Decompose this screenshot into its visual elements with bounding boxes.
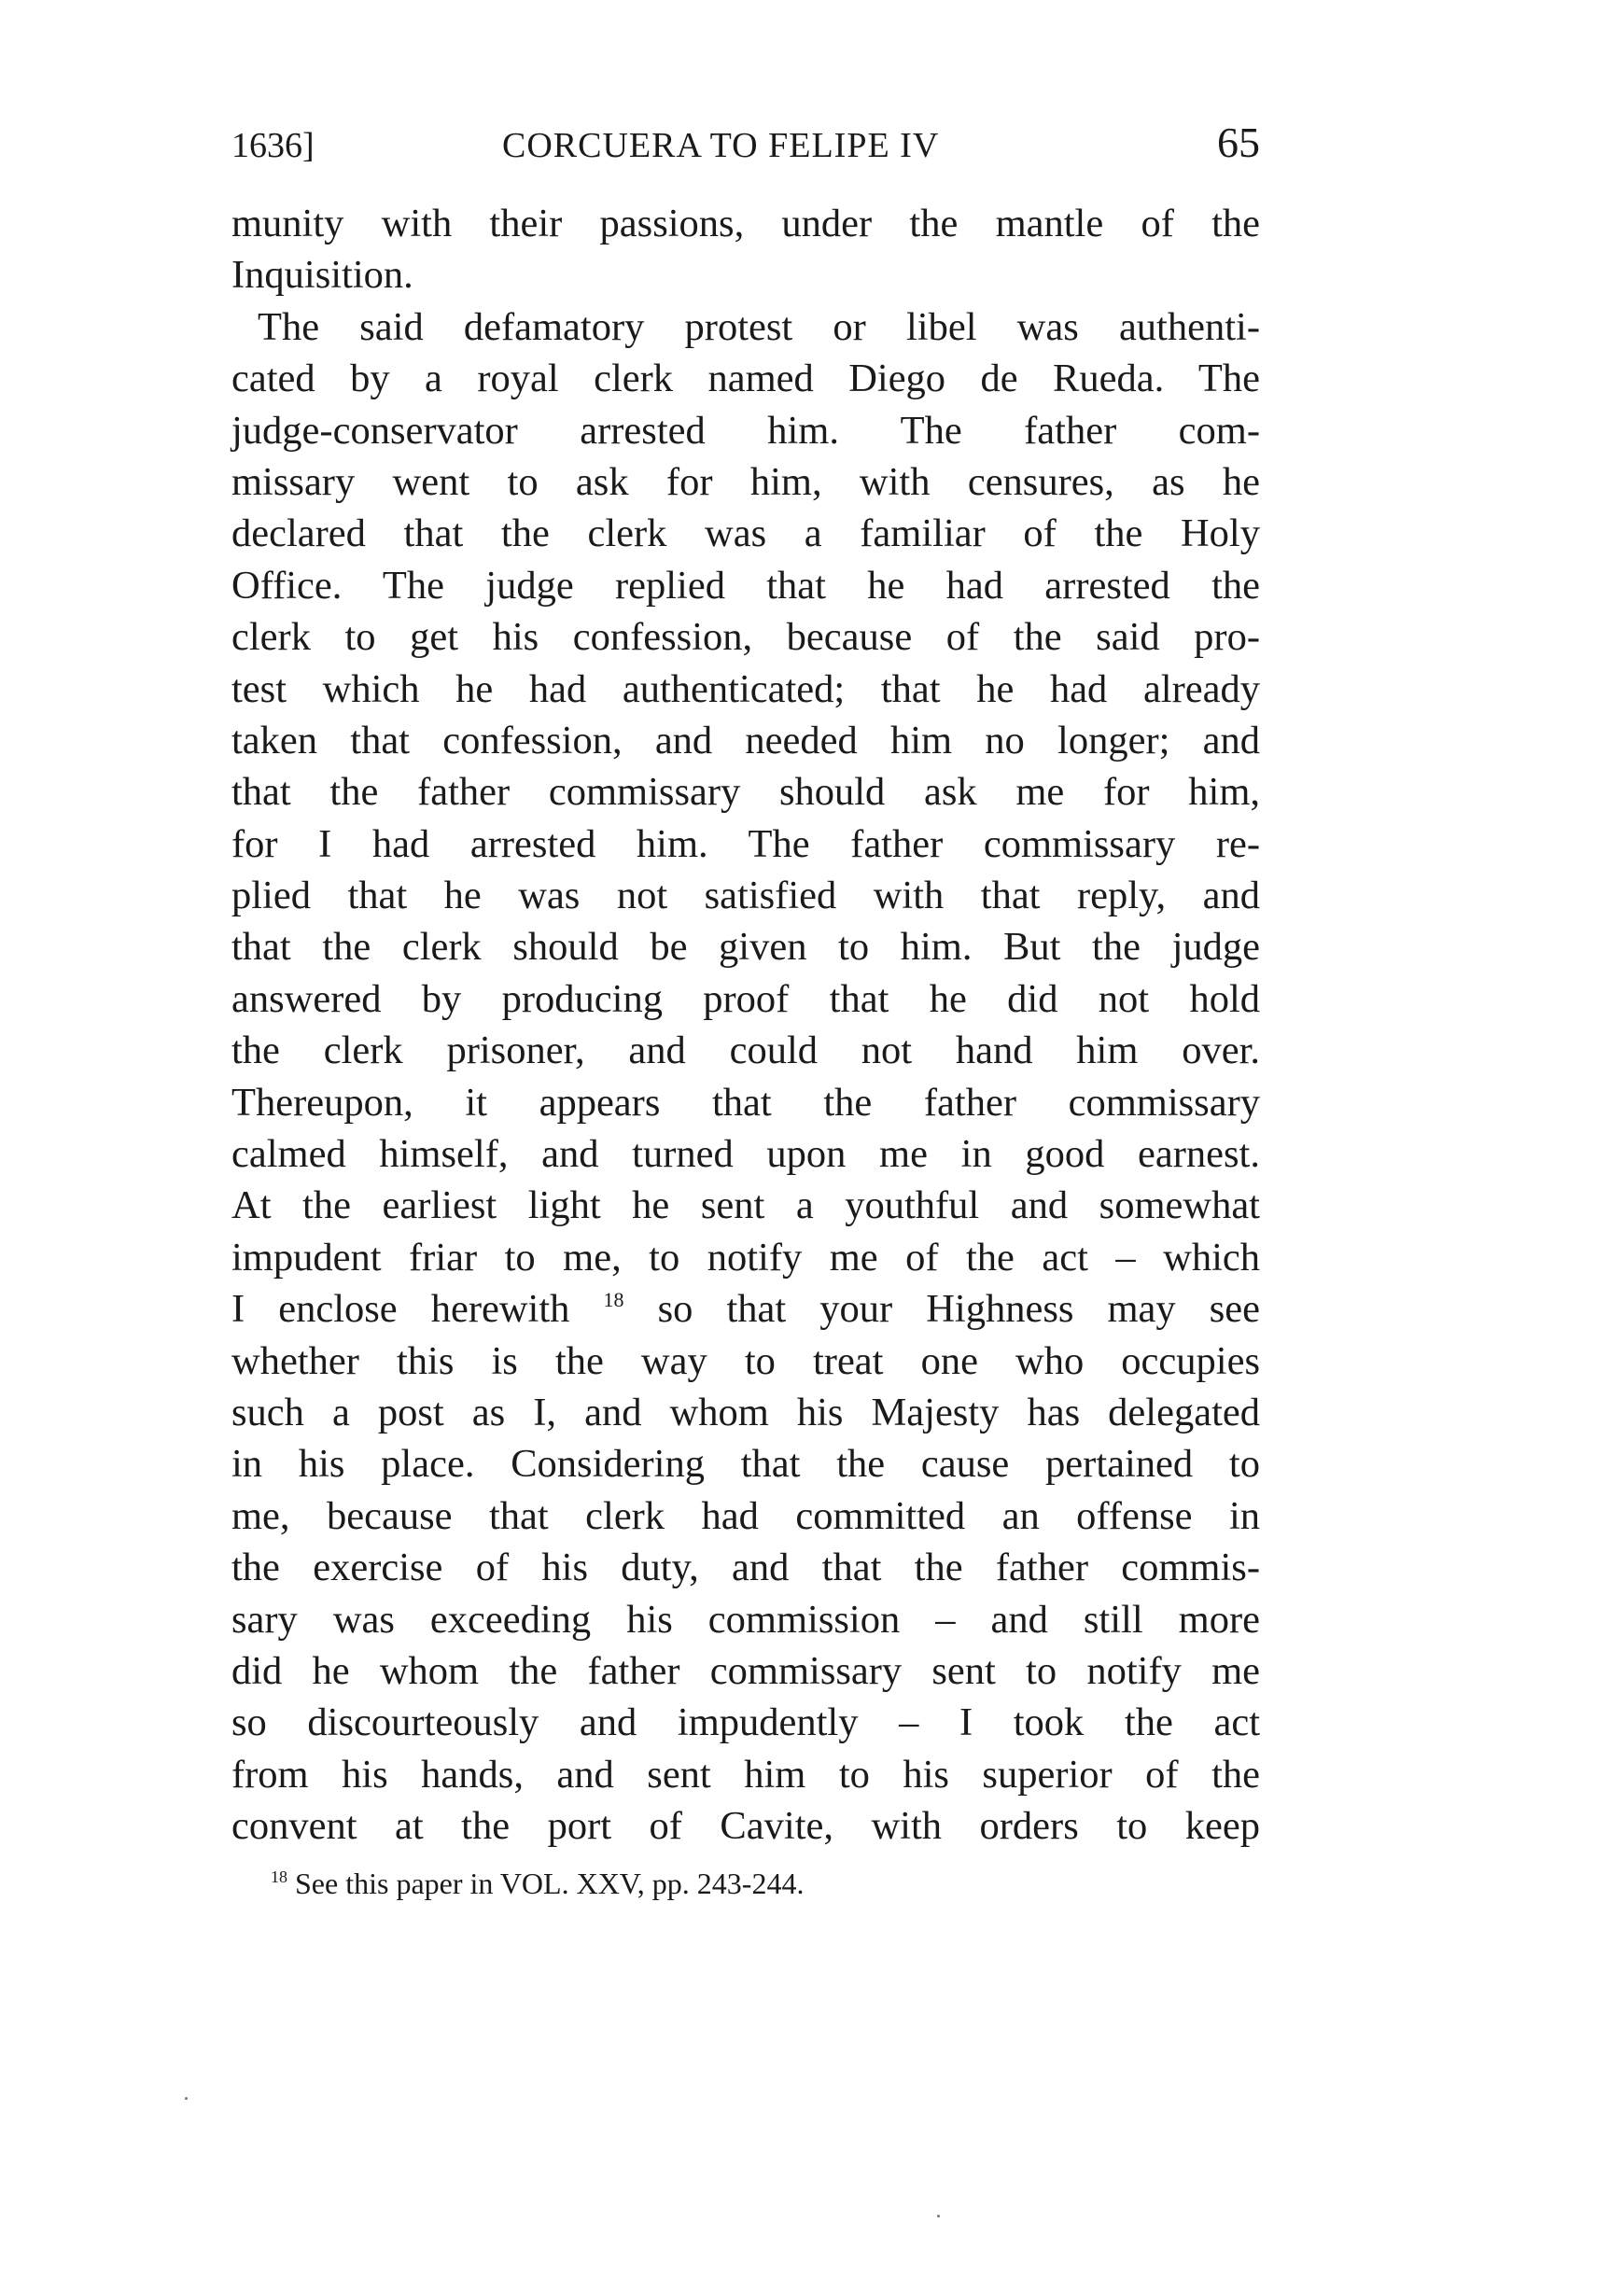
text-line: judge-conservator arrested him. The father com-	[231, 408, 1260, 453]
footnote	[271, 1865, 804, 1907]
body-text	[231, 198, 1260, 1853]
text-line: At the earliest light he sent a youthful and somewhat	[231, 1183, 1260, 1228]
text-line: clerk to get his confession, because of the said pro-	[231, 615, 1260, 660]
text-line: test which he had authenticated; that he had already	[231, 666, 1260, 711]
text-line: in his place. Considering that the cause pertained to	[231, 1442, 1260, 1487]
running-head	[231, 118, 1260, 174]
scan-speck	[185, 2097, 188, 2100]
text-line: did he whom the father commissary sent to notify me	[231, 1648, 1260, 1693]
running-head-title: CORCUERA TO FELIPE IV	[502, 126, 940, 165]
text-line: declared that the clerk was a familiar of the Holy	[231, 511, 1260, 556]
text-line: cated by a royal clerk named Diego de Rueda. The	[231, 357, 1260, 401]
text-line: me, because that clerk had committed an offense in	[231, 1493, 1260, 1538]
text-line: the exercise of his duty, and that the father commis-	[231, 1546, 1260, 1590]
text-line: Thereupon, it appears that the father commissary	[231, 1080, 1260, 1125]
text-line: impudent friar to me, to notify me of the act – which	[231, 1235, 1260, 1280]
text-line: such a post as I, and whom his Majesty has delegated	[231, 1390, 1260, 1434]
text-line-part: so that your Highness may see	[657, 1287, 1261, 1332]
text-line: whether this is the way to treat one who occupies	[231, 1338, 1260, 1383]
text-line: plied that he was not satisfied with that reply, and	[231, 874, 1260, 918]
text-line-with-footnote	[231, 1283, 1260, 1335]
text-line: taken that confession, and needed him no longer; and	[231, 718, 1260, 762]
text-line: Inquisition.	[231, 253, 413, 298]
text-line: munity with their passions, under the mantle of the	[231, 202, 1260, 245]
text-line: so discourteously and impudently – I took the act	[231, 1700, 1260, 1745]
text-line: from his hands, and sent him to his superior of the	[231, 1752, 1260, 1797]
text-line-part: I enclose herewith	[231, 1287, 570, 1332]
text-line: missary went to ask for him, with censures, as he	[231, 459, 1260, 504]
footnote-text: See this paper in VOL. XXV, pp. 243-244.	[295, 1867, 805, 1900]
text-line: convent at the port of Cavite, with orders to keep	[231, 1804, 1260, 1849]
text-line: sary was exceeding his commission – and still more	[231, 1597, 1260, 1642]
scan-speck	[937, 2215, 940, 2217]
running-head-date: 1636]	[231, 126, 315, 165]
text-line: The said defamatory protest or libel was authenti-	[258, 304, 1260, 349]
text-line: Office. The judge replied that he had arrested the	[231, 563, 1260, 608]
text-line: for I had arrested him. The father commissary re-	[231, 821, 1260, 866]
text-line: the clerk prisoner, and could not hand him over.	[231, 1028, 1260, 1073]
footnote-marker: 18	[271, 1867, 287, 1886]
page-number: 65	[1217, 119, 1260, 166]
text-line: that the father commissary should ask me for him,	[231, 770, 1260, 815]
text-line: answered by producing proof that he did not hold	[231, 976, 1260, 1021]
text-line: that the clerk should be given to him. But the judge	[231, 925, 1260, 970]
footnote-reference: 18	[603, 1288, 624, 1312]
text-line: calmed himself, and turned upon me in good earnest.	[231, 1132, 1260, 1177]
